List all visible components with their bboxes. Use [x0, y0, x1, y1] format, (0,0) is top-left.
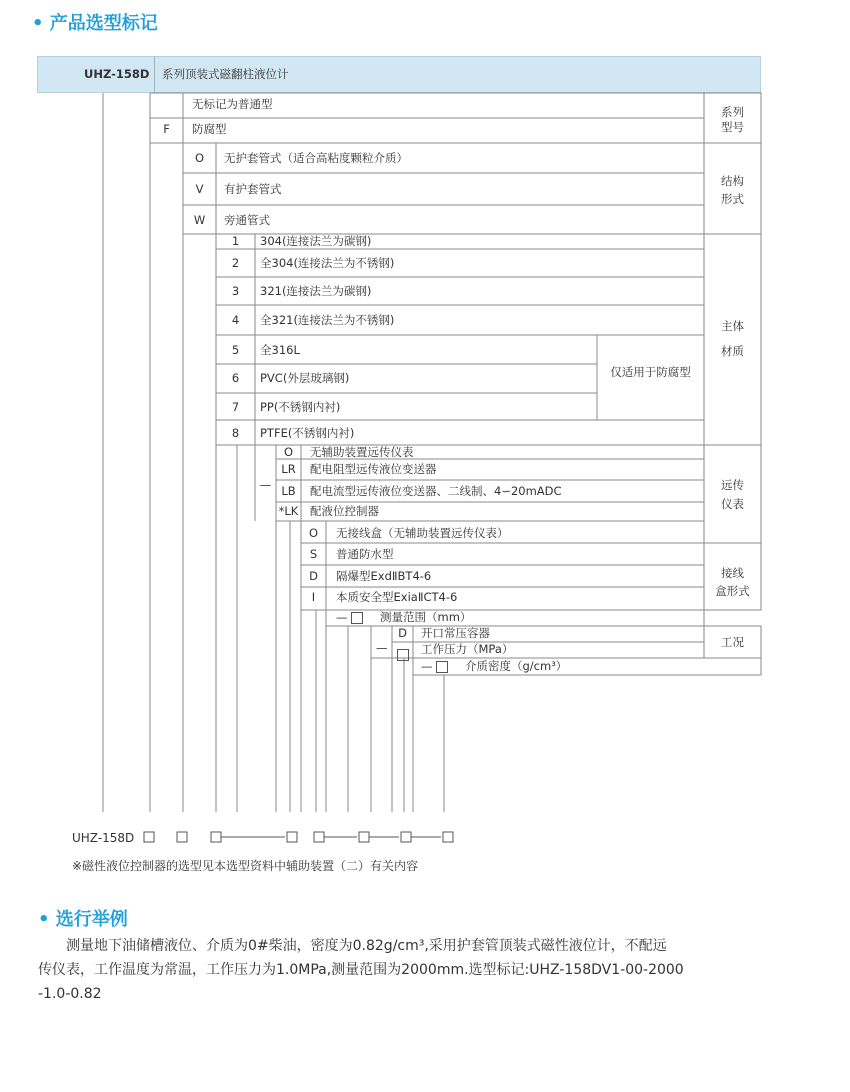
remote-label: 配液位控制器 — [310, 504, 379, 518]
structure-code: O — [194, 151, 205, 165]
material-label: 304(连接法兰为碳钢) — [260, 234, 372, 248]
material-label: 全321(连接法兰为不锈钢) — [260, 313, 395, 327]
header-desc: 系列顶装式磁翻柱液位计 — [162, 67, 289, 81]
material-code: 5 — [231, 343, 240, 357]
structure-label: 旁通管式 — [224, 213, 270, 227]
remote-right-2: 仪表 — [721, 497, 744, 511]
pressure-dash: — — [376, 641, 388, 655]
series-standard: 无标记为普通型 — [192, 97, 273, 111]
remote-right-1: 远传 — [721, 478, 744, 492]
junction-code: S — [309, 547, 318, 561]
material-right-1: 主体 — [721, 319, 744, 333]
junction-right-1: 接线 — [721, 566, 744, 580]
remote-label: 无辅助装置远传仪表 — [310, 445, 414, 459]
material-right-2: 材质 — [721, 344, 744, 358]
range-dash-box: — — [336, 612, 363, 624]
structure-right-1: 结构 — [721, 174, 744, 188]
structure-right-2: 形式 — [721, 192, 744, 206]
series-anticorrosion: 防腐型 — [192, 122, 227, 136]
remote-code: O — [283, 445, 294, 459]
material-code: 1 — [231, 234, 240, 248]
remote-code: LR — [281, 462, 296, 476]
junction-code: O — [308, 526, 319, 540]
remote-label: 配电流型远传液位变送器、二线制、4∽20mADC — [310, 484, 562, 498]
density-dash-box: — — [421, 661, 448, 673]
pressure-box — [397, 644, 409, 663]
material-code: 7 — [231, 400, 240, 414]
junction-label: 隔爆型ExdⅡBT4-6 — [336, 569, 432, 583]
junction-code: I — [311, 590, 316, 604]
junction-label: 普通防水型 — [336, 547, 394, 561]
conditions-right: 工况 — [721, 635, 744, 649]
material-label: 全316L — [260, 343, 300, 357]
pressure-label: 工作压力（MPa） — [421, 642, 514, 656]
structure-label: 有护套管式 — [224, 182, 282, 196]
junction-code: D — [309, 569, 318, 583]
example-line-1: 测量地下油储槽液位、介质为0#柴油，密度为0.82g/cm³,采用护套管顶装式磁性液位计，不配远 — [66, 938, 667, 954]
material-label: PTFE(不锈钢内衬) — [260, 426, 355, 440]
density-label: 介质密度（g/cm³） — [465, 659, 568, 673]
footnote: ※磁性液位控制器的选型见本选型资料中辅助装置（二）有关内容 — [72, 859, 419, 873]
structure-code: W — [193, 213, 206, 227]
remote-code: LB — [281, 484, 296, 498]
example-line-2: 传仪表，工作温度为常温，工作压力为1.0MPa,测量范围为2000mm.选型标记:UHZ-158DV1-00-2000 — [38, 962, 684, 978]
series-right-2: 型号 — [721, 120, 744, 134]
remote-label: 配电阻型远传液位变送器 — [310, 462, 437, 476]
range-label: 测量范围（mm） — [380, 610, 472, 624]
section-title-example: • 选行举例 — [38, 909, 128, 930]
header-model: UHZ-158D — [84, 67, 150, 81]
bottom-model: UHZ-158D — [72, 831, 135, 845]
structure-label: 无护套管式（适合高粘度颗粒介质） — [224, 151, 408, 165]
structure-code: V — [195, 182, 204, 196]
material-code: 6 — [231, 371, 240, 385]
example-line-3: -1.0-0.82 — [38, 986, 102, 1002]
remote-code: *LK — [278, 504, 299, 518]
junction-label: 无接线盒（无辅助装置远传仪表） — [336, 526, 509, 540]
material-code: 8 — [231, 426, 240, 440]
material-label: PVC(外层玻璃钢) — [260, 371, 350, 385]
material-code: 2 — [231, 256, 240, 270]
material-label: 全304(连接法兰为不锈钢) — [260, 256, 395, 270]
material-anticorr-note: 仅适用于防腐型 — [610, 365, 691, 379]
material-code: 3 — [231, 284, 240, 298]
material-label: PP(不锈钢内衬) — [260, 400, 341, 414]
remote-dash: — — [259, 478, 272, 492]
model-code-boxes — [140, 826, 470, 848]
junction-label: 本质安全型ExiaⅡCT4-6 — [336, 590, 458, 604]
vessel-label: 开口常压容器 — [421, 626, 490, 640]
junction-right-2: 盒形式 — [715, 584, 750, 598]
vessel-code: D — [398, 626, 407, 640]
series-right-1: 系列 — [721, 105, 744, 119]
material-label: 321(连接法兰为碳钢) — [260, 284, 372, 298]
material-code: 4 — [231, 313, 240, 327]
section-title-selection: • 产品选型标记 — [32, 13, 158, 34]
series-code-f: F — [163, 122, 170, 136]
